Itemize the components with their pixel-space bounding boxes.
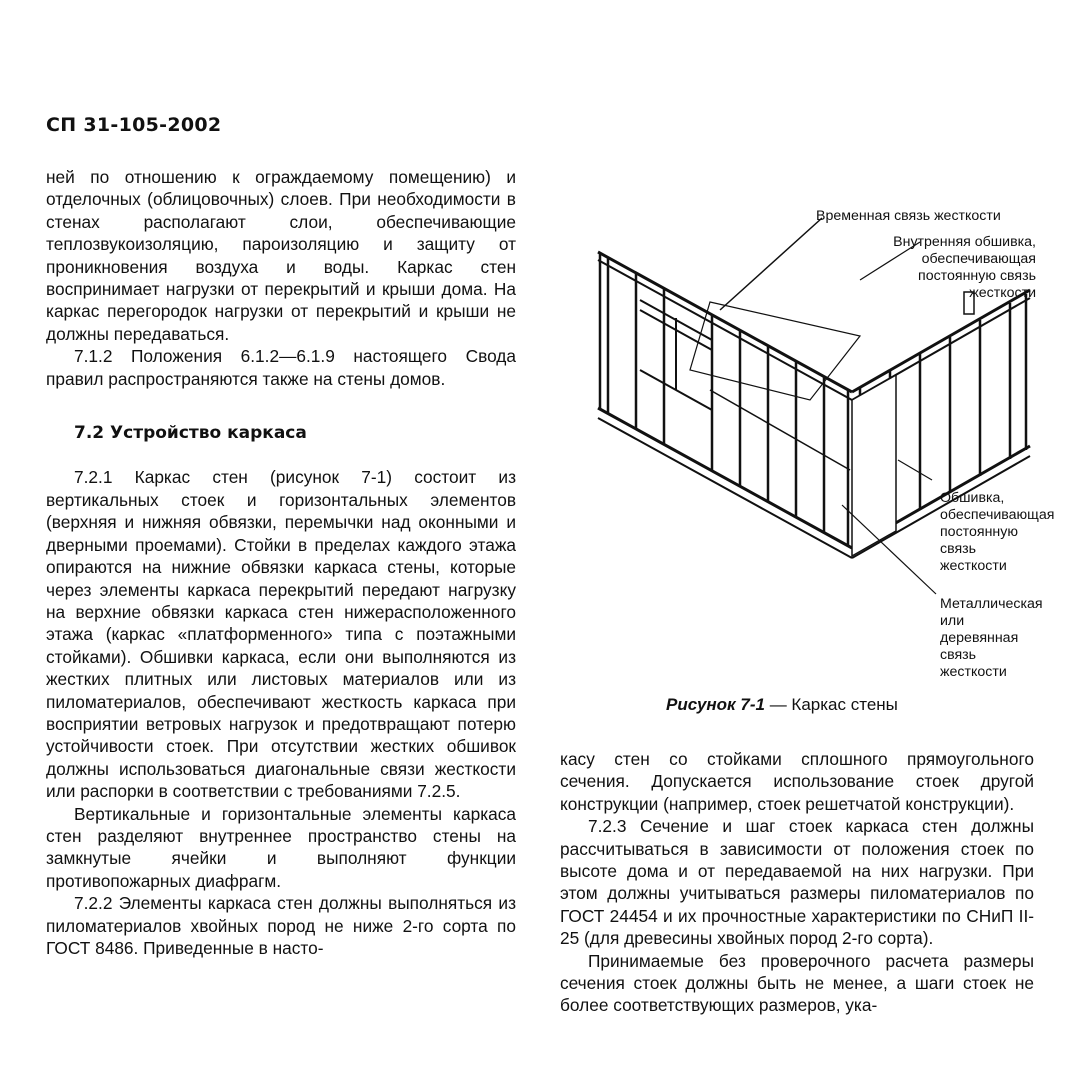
paragraph: касу стен со стойками сплошного прямоугольного сечения. Допускается использование стоек другой конструкции (например, стоек решетчатой конструкции). [560,749,1034,814]
figure-caption [666,695,898,715]
left-text-column [46,166,516,959]
paragraph: Вертикальные и горизонтальные элементы каркаса стен разделяют внутреннее пространство стены на замкнутые ячейки и выполняют функции противопожарных диафрагм. [46,803,516,891]
callout-temporary-brace: Временная связь жесткости [816,208,1001,224]
paragraph: 7.2.2 Элементы каркаса стен должны выполняться из пиломатериалов хвойных пород не ниже 2-го сорта по ГОСТ 8486. Приведенные в насто- [46,893,516,958]
paragraph: 7.2.3 Сечение и шаг стоек каркаса стен должны рассчитываться в зависимости от положения стоек по высоте дома и от передаваемой на них нагрузки. При этом должны учитываться размеры пиломатериалов по ГОСТ 24454 и их прочностные характеристики по СНиП II-25 (для древесины хвойных пород 2-го сорта). [560,816,1034,949]
right-wall-top-plate [852,290,1030,392]
right-text-column [560,748,1034,1017]
paragraph: 7.1.2 Положения 6.1.2—6.1.9 настоящего Свода правил распространяются также на стены домов. [46,346,516,389]
document-code-header: СП 31-105-2002 [46,114,222,136]
sheathing-panel [852,375,896,556]
left-wall-rim [598,418,852,558]
callout-inner-sheathing: Внутренняя обшивка, обеспечивающая постоянную связь жесткости [893,234,1036,301]
callout-sheathing: Обшивка, обеспечивающая постоянную связь жесткости [940,490,1055,574]
left-wall-studs [600,254,848,546]
callout-metal-brace: Металлическая или деревянная связь жесткости [940,596,1043,680]
figure-caption-text: — Каркас стены [764,695,898,714]
paragraph: 7.2.1 Каркас стен (рисунок 7-1) состоит из вертикальных стоек и горизонтальных элементов (верхняя и нижняя обвязки, перемычки над оконными и дверными проемами). Стойки в пределах каждого этажа опираются на нижние обвязки каркаса стены, которые через элементы каркаса перекрытий передают нагрузку на верхние обвязки каркаса стен нижерасположенного этажа (каркас «платформенного» типа с поэтажными стойками). Обшивки каркаса, если они выполняются из жестких плитных или листовых материалов или из пиломатериалов, обеспечивают жесткость каркаса при восприятии ветровых нагрузок и предотвращают потерю устойчивости стоек. При отсутствии жестких обшивок должны использоваться диагональные связи жесткости или распорки в соответствии с требованиями 7.2.5. [46,467,516,802]
figure-7-1 [560,160,1055,720]
diagonal-brace [710,390,850,470]
section-heading: 7.2 Устройство каркаса [74,423,307,444]
paragraph: Принимаемые без проверочного расчета размеры сечения стоек должны быть не менее, а шаги стоек не более соответствующих размеров, ука- [560,950,1034,1016]
paragraph: ней по отношению к ограждаемому помещению) и отделочных (облицовочных) слоев. При необходимости в стенах располагают слои, обеспечивающие теплозвукоизоляцию, пароизоляцию и защиту от проникновения воздуха и воды. Каркас стен воспринимает нагрузки от перекрытий и крыши дома. На каркас перегородок нагрузки от перекрытий и крыши не должны передаваться. [46,167,516,344]
figure-caption-label: Рисунок 7-1 [666,695,765,714]
temporary-brace [720,218,822,310]
